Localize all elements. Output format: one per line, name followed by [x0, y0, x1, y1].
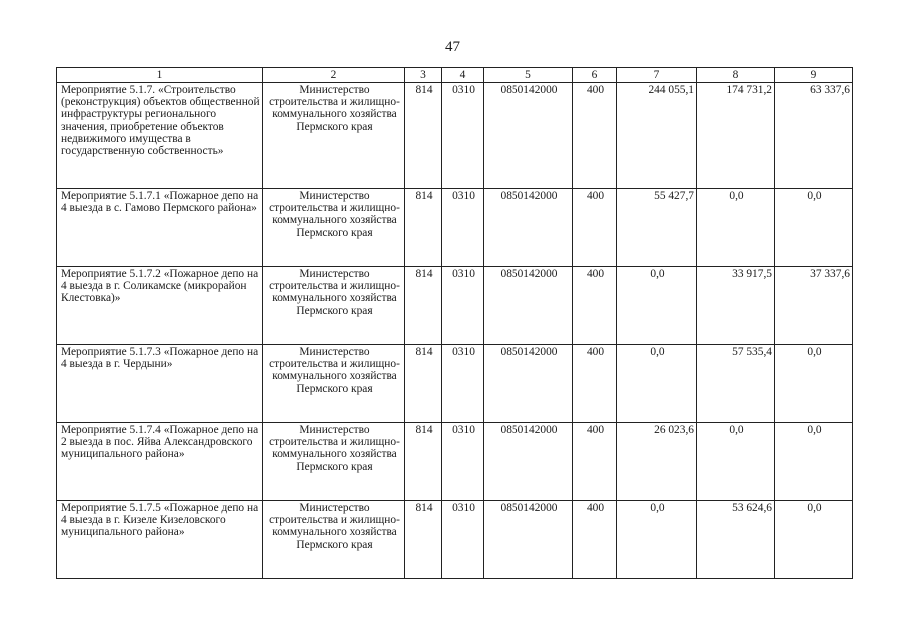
- responsible-org: Министерство строительства и жилищно-коммунального хозяйства Пермского края: [263, 267, 405, 345]
- amount-col9: 0,0: [775, 189, 853, 267]
- expense-type-code: 400: [573, 501, 617, 579]
- table-row: [57, 267, 853, 345]
- amount-col8: 174 731,2: [697, 83, 775, 189]
- amount-col9: 0,0: [775, 345, 853, 423]
- amount-col7: 26 023,6: [617, 423, 697, 501]
- activity-name: Мероприятие 5.1.7.5 «Пожарное депо на 4 выезда в г. Кизеле Кизеловского муниципального района»: [57, 501, 263, 579]
- section-code: 0310: [442, 267, 484, 345]
- amount-col9: 0,0: [775, 501, 853, 579]
- expense-type-code: 400: [573, 345, 617, 423]
- page-number: 47: [445, 39, 460, 55]
- ministry-code: 814: [405, 501, 442, 579]
- responsible-org: Министерство строительства и жилищно-коммунального хозяйства Пермского края: [263, 189, 405, 267]
- header-cell: 3: [405, 68, 442, 83]
- responsible-org: Министерство строительства и жилищно-коммунального хозяйства Пермского края: [263, 501, 405, 579]
- activity-name: Мероприятие 5.1.7.2 «Пожарное депо на 4 выезда в г. Соликамске (микрорайон Клестовка)»: [57, 267, 263, 345]
- section-code: 0310: [442, 501, 484, 579]
- amount-col7: 0,0: [617, 345, 697, 423]
- section-code: 0310: [442, 83, 484, 189]
- amount-col8: 57 535,4: [697, 345, 775, 423]
- ministry-code: 814: [405, 267, 442, 345]
- ministry-code: 814: [405, 423, 442, 501]
- header-cell: 4: [442, 68, 484, 83]
- ministry-code: 814: [405, 83, 442, 189]
- budget-table: [56, 67, 853, 579]
- header-cell: 6: [573, 68, 617, 83]
- expense-type-code: 400: [573, 423, 617, 501]
- target-article-code: 0850142000: [484, 189, 573, 267]
- activity-name: Мероприятие 5.1.7.4 «Пожарное депо на 2 выезда в пос. Яйва Александровского муниципального района»: [57, 423, 263, 501]
- activity-name: Мероприятие 5.1.7.3 «Пожарное депо на 4 выезда в г. Чердыни»: [57, 345, 263, 423]
- target-article-code: 0850142000: [484, 501, 573, 579]
- amount-col8: 0,0: [697, 423, 775, 501]
- header-cell: 5: [484, 68, 573, 83]
- expense-type-code: 400: [573, 83, 617, 189]
- expense-type-code: 400: [573, 189, 617, 267]
- responsible-org: Министерство строительства и жилищно-коммунального хозяйства Пермского края: [263, 423, 405, 501]
- section-code: 0310: [442, 345, 484, 423]
- amount-col9: 0,0: [775, 423, 853, 501]
- ministry-code: 814: [405, 345, 442, 423]
- header-cell: 1: [57, 68, 263, 83]
- header-cell: 2: [263, 68, 405, 83]
- section-code: 0310: [442, 423, 484, 501]
- target-article-code: 0850142000: [484, 345, 573, 423]
- ministry-code: 814: [405, 189, 442, 267]
- header-cell: 7: [617, 68, 697, 83]
- table-row: [57, 189, 853, 267]
- section-code: 0310: [442, 189, 484, 267]
- activity-name: Мероприятие 5.1.7. «Строительство (реконструкция) объектов общественной инфраструктуры регионального значения, приобретение объектов недвижимого имущества в государственную собственность»: [57, 83, 263, 189]
- activity-name: Мероприятие 5.1.7.1 «Пожарное депо на 4 выезда в с. Гамово Пермского района»: [57, 189, 263, 267]
- amount-col8: 53 624,6: [697, 501, 775, 579]
- amount-col8: 0,0: [697, 189, 775, 267]
- amount-col9: 37 337,6: [775, 267, 853, 345]
- header-cell: 9: [775, 68, 853, 83]
- table-row: [57, 501, 853, 579]
- amount-col7: 0,0: [617, 501, 697, 579]
- target-article-code: 0850142000: [484, 83, 573, 189]
- target-article-code: 0850142000: [484, 267, 573, 345]
- table-row: [57, 83, 853, 189]
- amount-col8: 33 917,5: [697, 267, 775, 345]
- amount-col7: 55 427,7: [617, 189, 697, 267]
- table-row: [57, 345, 853, 423]
- responsible-org: Министерство строительства и жилищно-коммунального хозяйства Пермского края: [263, 83, 405, 189]
- target-article-code: 0850142000: [484, 423, 573, 501]
- amount-col7: 0,0: [617, 267, 697, 345]
- table-header-row: [57, 68, 853, 83]
- table-row: [57, 423, 853, 501]
- expense-type-code: 400: [573, 267, 617, 345]
- header-cell: 8: [697, 68, 775, 83]
- amount-col7: 244 055,1: [617, 83, 697, 189]
- responsible-org: Министерство строительства и жилищно-коммунального хозяйства Пермского края: [263, 345, 405, 423]
- amount-col9: 63 337,6: [775, 83, 853, 189]
